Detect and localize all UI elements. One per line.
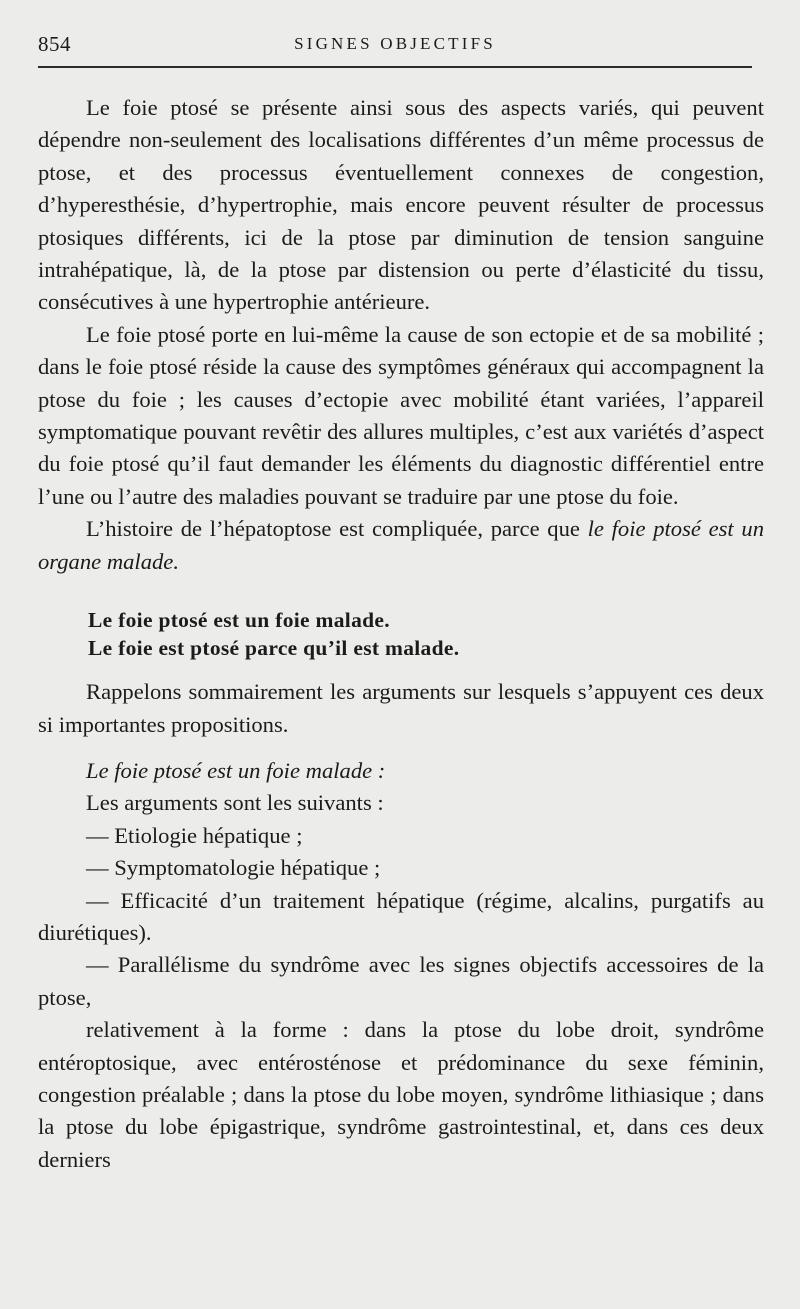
paragraph-6: relativement à la forme : dans la ptose du lobe droit, syndrôme entéroptosique, avec entérosténose et prédominance du sexe féminin, congestion préalable ; dans la ptose du lobe moyen, syndrôme lithiasique ; dans la ptose du lobe épigastrique, syndrôme gastrointestinal, et, dans ces deux derniers bbox=[38, 1017, 764, 1172]
page-number: 854 bbox=[38, 32, 71, 56]
paragraph-3-italic: le foie ptosé est un organe malade. bbox=[38, 516, 764, 574]
page-header bbox=[38, 28, 752, 58]
bold-propositions bbox=[38, 606, 764, 662]
paragraph-3 bbox=[38, 513, 764, 578]
list-item-3: — Efficacité d’un traitement hépatique (régime, alcalins, purgatifs au diurétiques). bbox=[38, 887, 764, 945]
list-item-4: — Parallélisme du syndrôme avec les signes objectifs accessoires de la ptose, bbox=[38, 952, 764, 1010]
header-rule bbox=[38, 66, 752, 68]
paragraph-4: Rappelons sommairement les arguments sur lesquels s’appuyent ces deux si importantes propositions. bbox=[38, 679, 764, 737]
running-title: SIGNES OBJECTIFS bbox=[294, 34, 496, 53]
list-item-1: — Etiologie hépatique ; bbox=[86, 822, 303, 848]
body-text bbox=[38, 92, 764, 1176]
paragraph-5: Les arguments sont les suivants : bbox=[86, 790, 384, 816]
list-item-2: — Symptomatologie hépatique ; bbox=[86, 855, 381, 881]
paragraph-1: Le foie ptosé se présente ainsi sous des aspects variés, qui peuvent dépendre non-seulement des localisations différentes d’un même processus de ptose, et des processus éventuellement connexes de congestion, d’hyperesthésie, d’hypertrophie, mais encore peuvent résulter de processus ptosiques différents, ici de la ptose par diminution de tension sanguine intrahépatique, là, de la ptose par distension ou perte d’élasticité du tissu, consécutives à une hypertrophie antérieure. bbox=[38, 95, 764, 315]
proposition-1: Le foie ptosé est un foie malade. bbox=[88, 608, 390, 633]
paragraph-2: Le foie ptosé porte en lui-même la cause de son ectopie et de sa mobilité ; dans le foie ptosé réside la cause des symptômes généraux qui accompagnent la ptose du foie ; les causes d’ectopie avec mobilité étant variées, l’appareil symptomatique pouvant revêtir des allures multiples, c’est aux variétés d’aspect du foie ptosé qu’il faut demander les éléments du diagnostic différentiel entre l’une ou l’autre des maladies pouvant se traduire par une ptose du foie. bbox=[38, 321, 764, 509]
paragraph-3-text: L’histoire de l’hépatoptose est compliquée, parce que bbox=[86, 516, 588, 542]
proposition-2: Le foie est ptosé parce qu’il est malade. bbox=[88, 636, 460, 661]
italic-subheading: Le foie ptosé est un foie malade : bbox=[86, 757, 386, 783]
